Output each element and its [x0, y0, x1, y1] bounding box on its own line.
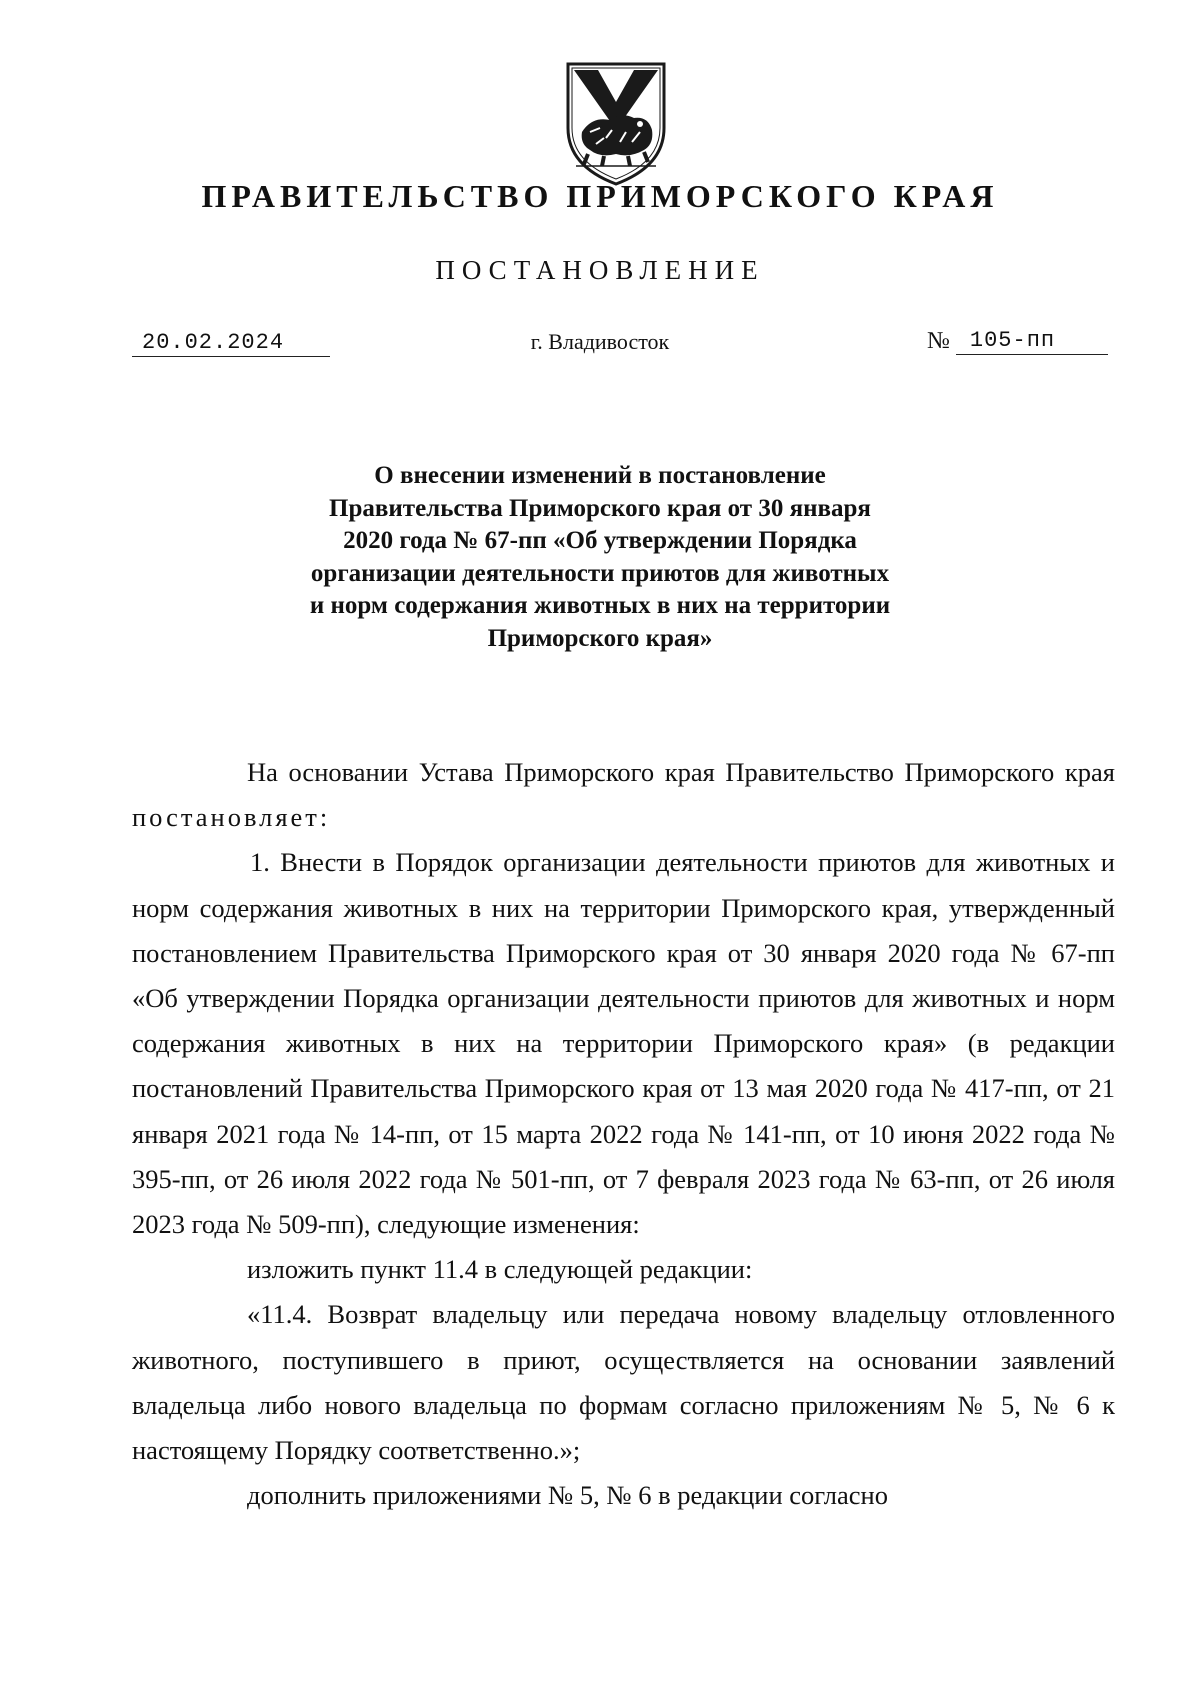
heading-line: 2020 года № 67-пп «Об утверждении Порядка	[343, 527, 857, 554]
heading-line: и норм содержания животных в них на территории	[309, 592, 891, 619]
document-type: ПОСТАНОВЛЕНИЕ	[435, 255, 765, 285]
coat-of-arms-icon	[560, 58, 672, 188]
heading-line: организации деятельности приютов для животных	[310, 559, 890, 587]
preamble-emphasis: постановляет:	[132, 802, 331, 833]
heading-line: Правительства Приморского края от 30 января	[329, 494, 871, 522]
body-paragraph-appendix: дополнить приложениями № 5, № 6 в редакции согласно	[247, 1480, 888, 1511]
body-paragraph-instruction: изложить пункт 11.4 в следующей редакции:	[247, 1254, 753, 1285]
heading-line: О внесении изменений в постановление	[374, 462, 826, 489]
body-paragraph-quote: «11.4. Возврат владельцу или передача новому владельцу отловленного животного, поступившего в приют, осуществляется на основании заявлений владельца либо нового владельца по формам согласно приложениям № 5, № 6 к настоящему Порядку соответственно.»;	[132, 1299, 1115, 1466]
number-prefix: №	[927, 328, 950, 354]
number-value: 105-пп	[956, 328, 1108, 355]
document-body	[132, 750, 1115, 1518]
document-heading	[200, 460, 1000, 655]
preamble-text: На основании Устава Приморского края Правительство Приморского края	[247, 757, 1115, 787]
document-city: г. Владивосток	[530, 329, 670, 354]
heading-line: Приморского края»	[487, 624, 713, 652]
document-date: 20.02.2024	[132, 330, 330, 357]
document-number	[927, 327, 1108, 355]
body-paragraph-item-1: 1. Внести в Порядок организации деятельности приютов для животных и норм содержания животных в них на территории Приморского края, утвержденный постановлением Правительства Приморского края от 30 января 2020 года № 67-пп «Об утверждении Порядка организации деятельности приютов для животных и норм содержания животных в них на территории Приморского края» (в редакции постановлений Правительства Приморского края от 13 мая 2020 года № 417-пп, от 21 января 2021 года № 14-пп, от 15 марта 2022 года № 141-пп, от 10 июня 2022 года № 395-пп, от 26 июля 2022 года № 501-пп, от 7 февраля 2023 года № 63-пп, от 26 июля 2023 года № 509-пп), следующие изменения:	[132, 847, 1115, 1240]
body-paragraph-preamble	[132, 750, 1115, 840]
government-title: ПРАВИТЕЛЬСТВО ПРИМОРСКОГО КРАЯ	[201, 178, 999, 214]
